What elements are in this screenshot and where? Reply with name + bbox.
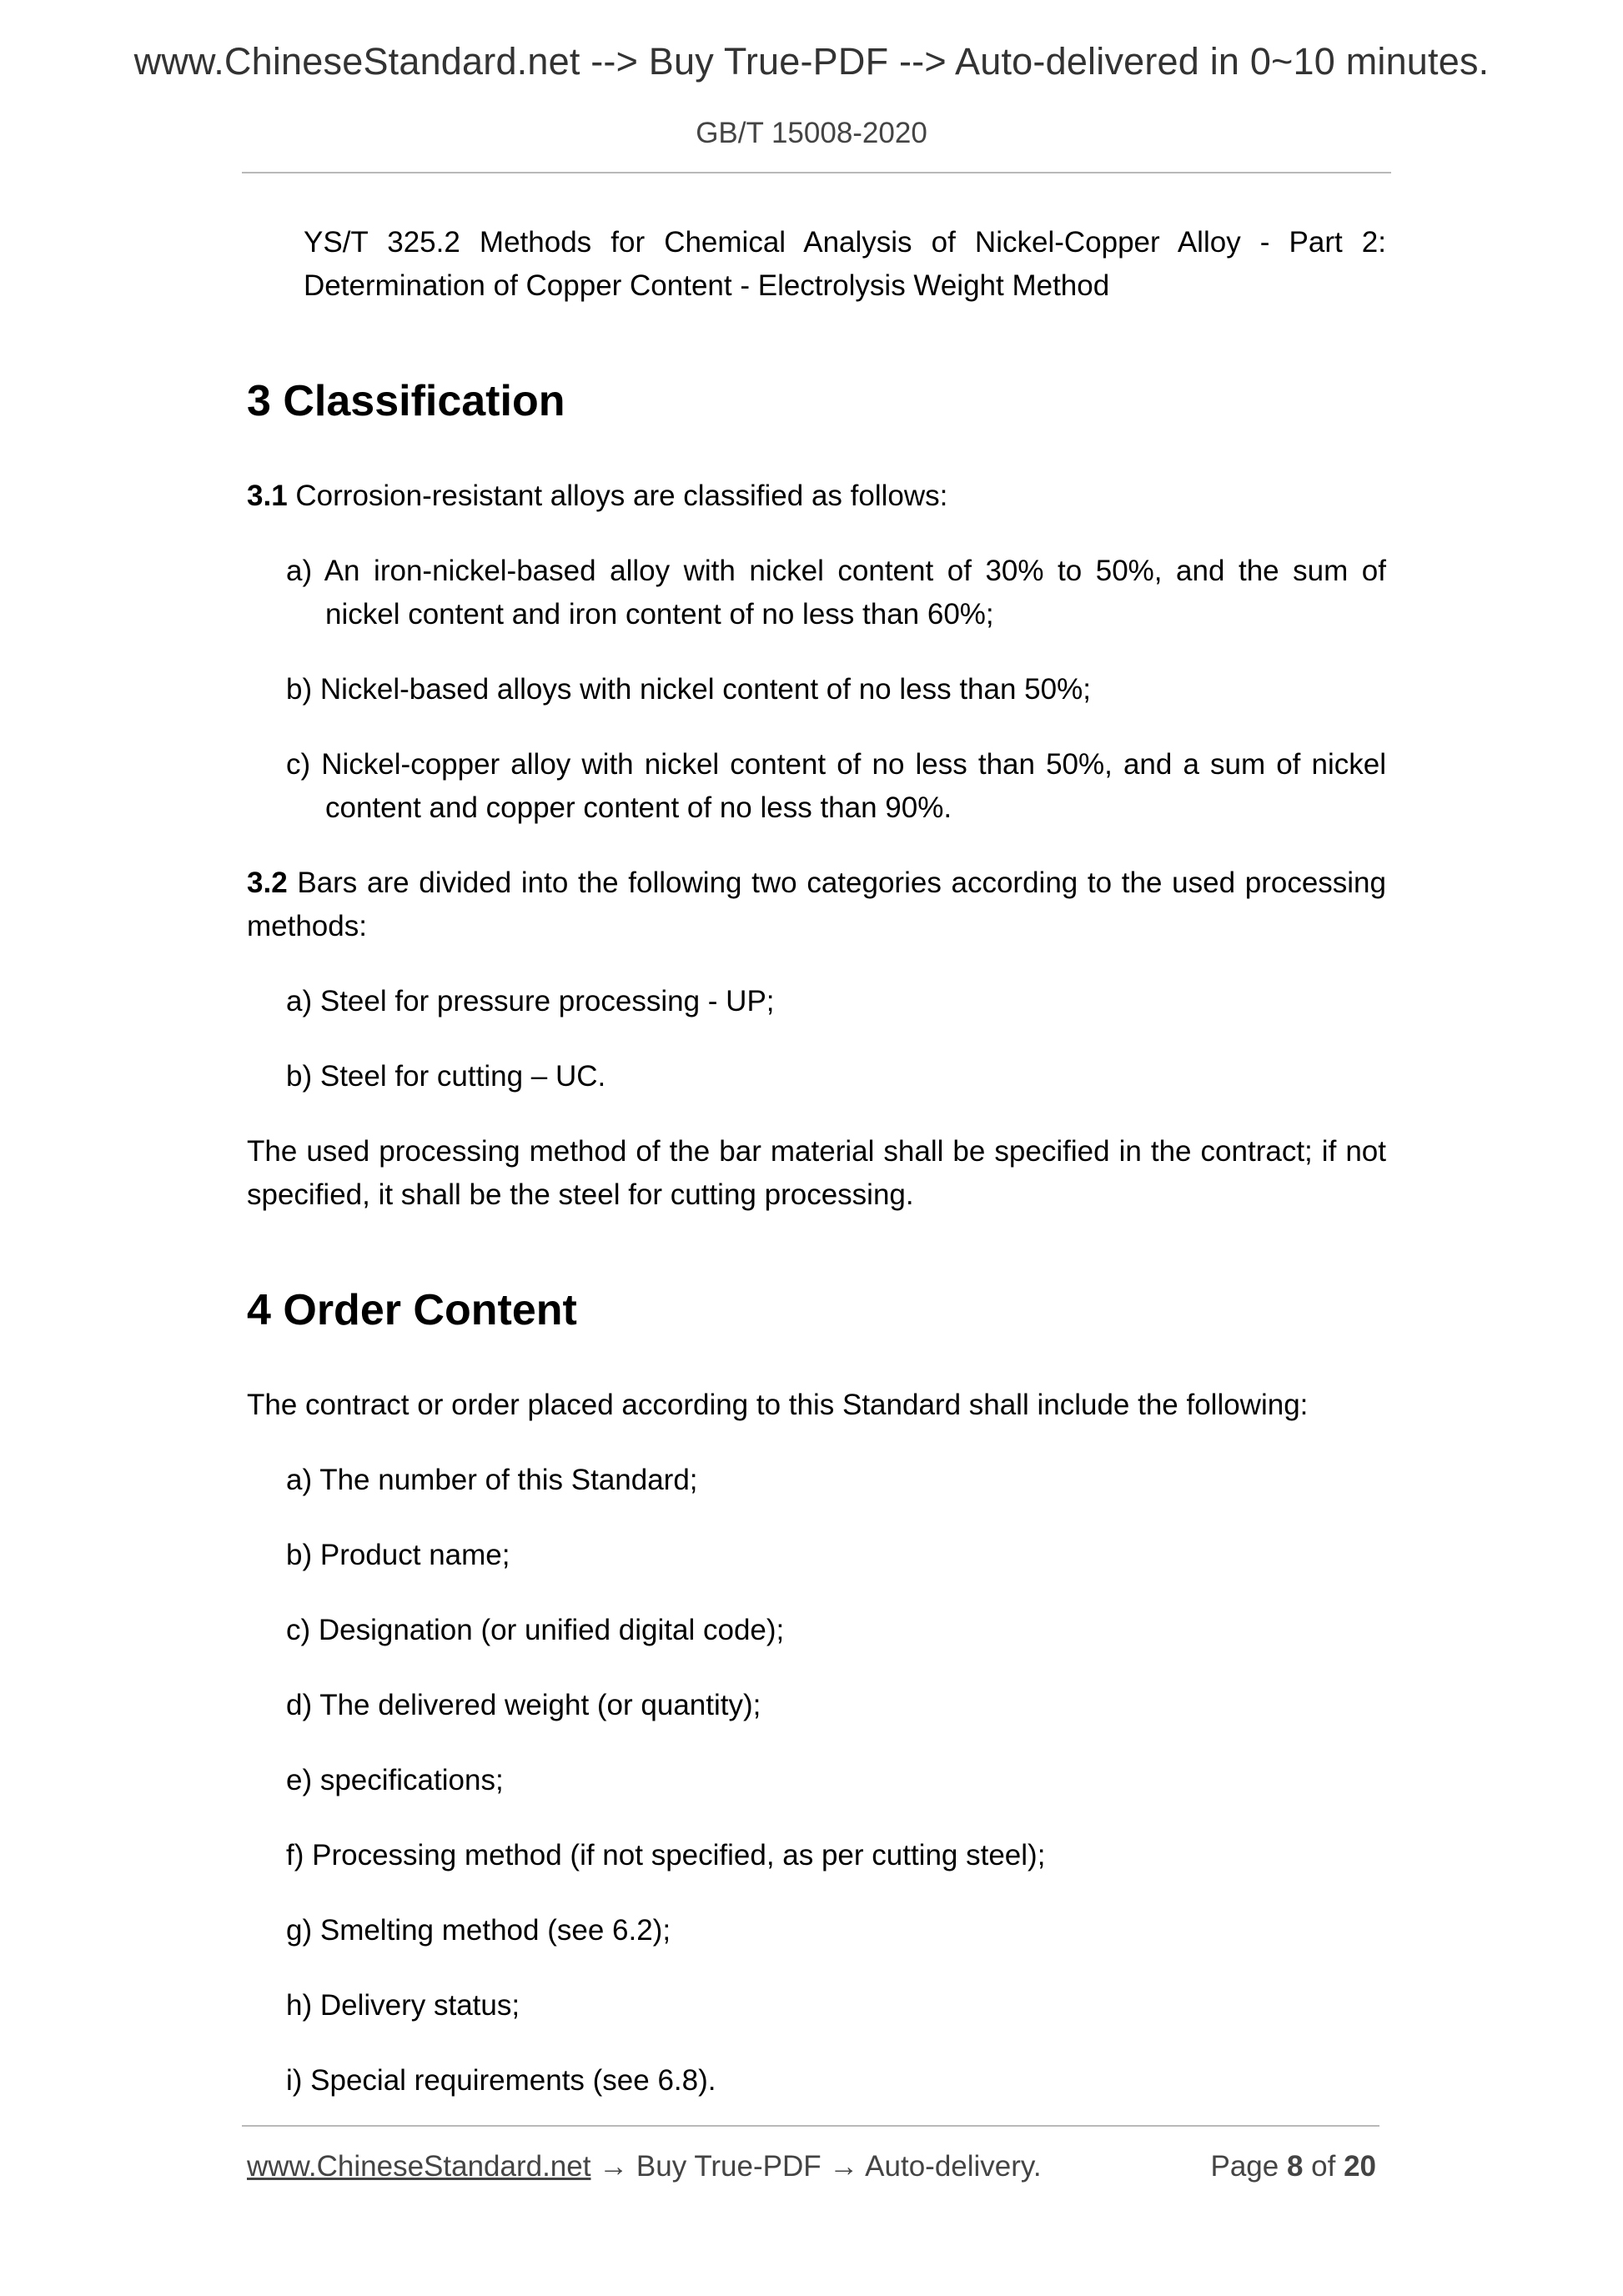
processing-note: The used processing method of the bar material shall be specified in the contract; if not specified, it shall be the steel for cutting processing. (247, 1135, 1386, 1211)
section-3-heading: 3 Classification (247, 377, 565, 425)
header-divider (242, 172, 1391, 173)
list-item: i) Special requirements (see 6.8). (286, 2064, 716, 2097)
clause-text: Bars are divided into the following two categories according to the used processing methods: (247, 867, 1386, 942)
top-banner: www.ChineseStandard.net --> Buy True-PDF --> Auto-delivered in 0~10 minutes. (133, 40, 1490, 83)
footer-left (247, 2150, 1042, 2183)
of-label: of (1303, 2150, 1344, 2183)
section-4-heading: 4 Order Content (247, 1286, 577, 1334)
clause-3-2 (247, 862, 1386, 948)
list-item: b) Steel for cutting – UC. (286, 1060, 606, 1093)
footer-divider (242, 2125, 1379, 2127)
list-item: a) An iron-nickel-based alloy with nickel content of 30% to 50%, and the sum of nickel content and iron content of no less than 60%; (286, 555, 1386, 631)
list-item: a) The number of this Standard; (286, 1464, 698, 1496)
page-number: 8 (1286, 2150, 1304, 2183)
footer-tagline: → Buy True-PDF → Auto-delivery. (590, 2150, 1042, 2183)
page-label: Page (1210, 2150, 1287, 2183)
list-item: c) Nickel-copper alloy with nickel content of no less than 50%, and a sum of nickel content and copper content of no less than 90%. (286, 748, 1386, 824)
standard-code: GB/T 15008-2020 (696, 117, 927, 149)
list-item: b) Product name; (286, 1539, 510, 1571)
clause-3-1 (247, 475, 1386, 518)
reference-entry: YS/T 325.2 Methods for Chemical Analysis of Nickel-Copper Alloy - Part 2: Determination of Copper Content - Electrolysis Weight Method (304, 226, 1386, 302)
list-item: c) Designation (or unified digital code); (286, 1614, 785, 1646)
list-item: d) The delivered weight (or quantity); (286, 1689, 761, 1721)
clause-number: 3.1 (247, 480, 288, 512)
order-intro: The contract or order placed according to this Standard shall include the following: (247, 1389, 1309, 1421)
list-item: h) Delivery status; (286, 1989, 520, 2022)
list-item: g) Smelting method (see 6.2); (286, 1914, 671, 1947)
list-item: f) Processing method (if not specified, as per cutting steel); (286, 1839, 1046, 1871)
page-total: 20 (1344, 2150, 1376, 2183)
clause-text: Corrosion-resistant alloys are classified as follows: (295, 480, 948, 512)
document-body (247, 221, 1386, 2134)
list-item: e) specifications; (286, 1764, 504, 1796)
page-indicator (1210, 2150, 1376, 2183)
list-item: b) Nickel-based alloys with nickel content of no less than 50%; (286, 673, 1091, 706)
clause-number: 3.2 (247, 867, 288, 899)
footer-site-link[interactable]: www.ChineseStandard.net (247, 2150, 591, 2183)
list-item: a) Steel for pressure processing - UP; (286, 985, 775, 1017)
